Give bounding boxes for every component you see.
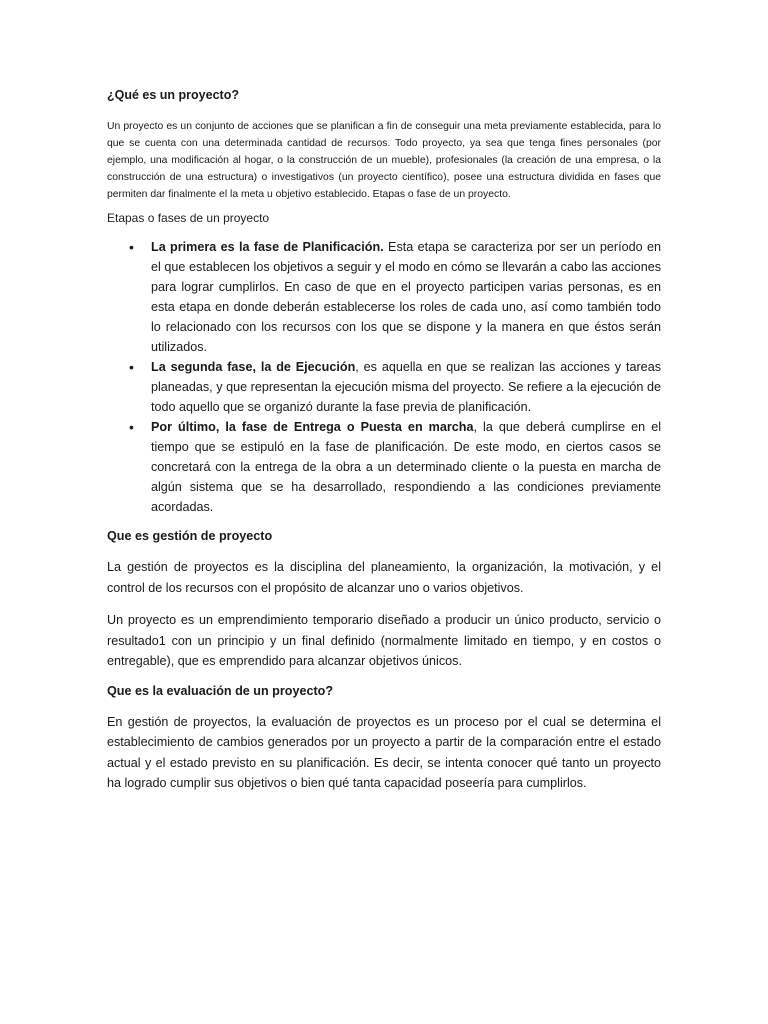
evaluacion-heading: Que es la evaluación de un proyecto? — [107, 683, 334, 698]
phase-text: , la que deberá cumplirse en el tiempo que se estipuló en la fase de planificación. De este modo, en ciertos casos se concretará con la entrega de la obra a un determinado cliente o la puesta en marcha de algún sistema que se ha desarrollado, respondiendo a las condiciones previamente acordadas. — [151, 420, 662, 514]
intro-paragraph: Un proyecto es un conjunto de acciones que se planifican a fin de conseguir una meta previamente establecida, para lo que se cuenta con una determinada cantidad de recursos. Todo proyecto, ya sea que tenga fines personales (por ejemplo, una modificación al hogar, o la construcción de un mueble), profesionales (la creación de una empresa, o la construcción de una estructura) o investigativos (un proyecto científico), posee una estructura dividida en fases que permiten dar finalmente el la meta u objetivo establecido. Etapas o fase de un proyecto. — [107, 121, 661, 200]
phase-title: La primera es la fase de Planificación. — [151, 240, 384, 254]
gestion-heading: Que es gestión de proyecto — [107, 529, 273, 543]
gestion-paragraph-2: Un proyecto es un emprendimiento temporario diseñado a producir un único producto, servicio o resultado1 con un principio y un final definido (normalmente limitado en tiempo, y en costos o entregable), que es emprendido para alcanzar objetivos únicos. — [107, 613, 661, 668]
document-title: ¿Qué es un proyecto? — [107, 88, 239, 102]
phases-list — [107, 237, 661, 517]
evaluacion-paragraph: En gestión de proyectos, la evaluación de proyectos es un proceso por el cual se determina el establecimiento de cambios generados por un proyecto a partir de la comparación entre el estado actual y el estado previsto en su planificación. Es decir, se intenta conocer qué tanto un proyecto ha logrado cumplir sus objetivos o bien qué tanta capacidad poseería para cumplirlos. — [107, 714, 661, 790]
bullet-icon: • — [129, 359, 134, 375]
bullet-icon: • — [129, 239, 134, 255]
phase-text: Esta etapa se caracteriza por ser un período en el que establecen los objetivos a seguir y el modo en cómo se llevarán a cabo las acciones para lograr cumplirlos. En caso de que en el proyecto participen varias personas, es en esta etapa en donde deberán establecerse los roles de cada uno, así como también todo lo relacionado con los recursos con los que se dispone y la manera en que éstos serán utilizados. — [151, 240, 661, 354]
phase-title: La segunda fase, la de Ejecución — [151, 360, 356, 374]
etapas-heading: Etapas o fases de un proyecto — [107, 211, 270, 225]
bullet-icon: • — [129, 419, 134, 435]
list-item — [129, 237, 661, 357]
gestion-paragraph-1: La gestión de proyectos es la disciplina del planeamiento, la organización, la motivación, y el control de los recursos con el propósito de alcanzar uno o varios objetivos. — [107, 560, 661, 595]
phase-text: , es aquella en que se realizan las acciones y tareas planeadas, y que representan la ejecución misma del proyecto. Se refiere a la ejecución de todo aquello que se organizó durante la fase previa de planificación. — [151, 360, 661, 414]
phase-title: Por último, la fase de Entrega o Puesta en marcha — [151, 420, 474, 434]
list-item — [129, 417, 662, 517]
list-item — [129, 357, 661, 417]
